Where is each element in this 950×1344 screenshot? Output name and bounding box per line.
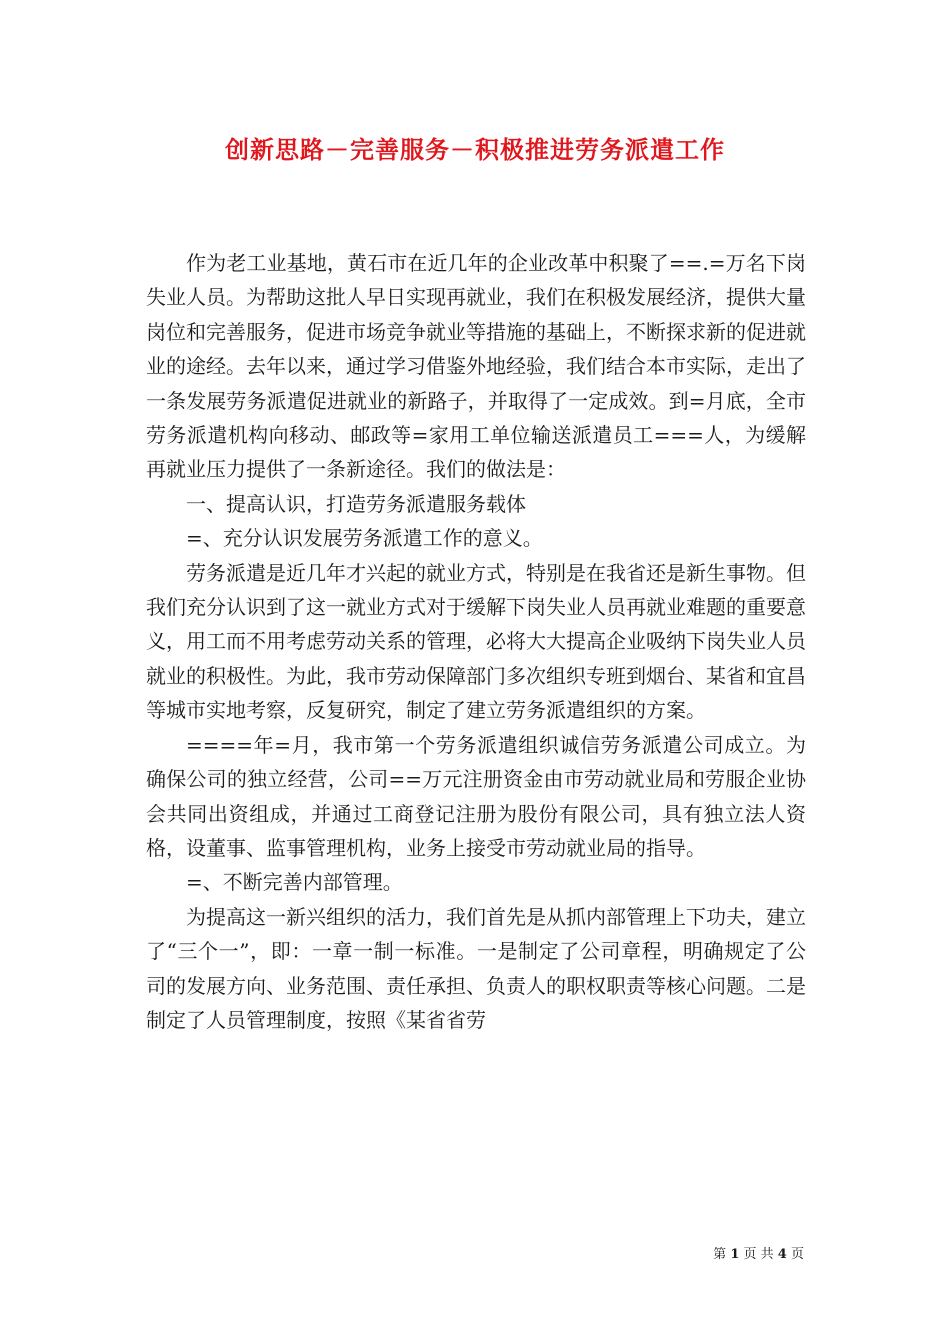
- document-title: 创新思路－完善服务－积极推进劳务派遣工作: [225, 135, 725, 164]
- paragraph-internal-management: 为提高这一新兴组织的活力，我们首先是从抓内部管理上下功夫，建立了“三个一”，即：一章一制一标准。一是制定了公司章程，明确规定了公司的发展方向、业务范围、责任承担、负责人的职权职责等核心问题。二是制定了人员管理制度，按照《某省省劳: [146, 904, 806, 1032]
- subheading-1: =、充分认识发展劳务派遣工作的意义。: [186, 526, 543, 551]
- document-body: [146, 246, 806, 1037]
- footer-middle: 页 共: [743, 1247, 774, 1262]
- paragraph-significance: 劳务派遣是近几年才兴起的就业方式，特别是在我省还是新生事物。但我们充分认识到了这一就业方式对于缓解下岗失业人员再就业难题的重要意义，用工而不用考虑劳动关系的管理，必将大大提高企业吸纳下岗失业人员就业的积极性。为此，我市劳动保障部门多次组织专班到烟台、某省和宜昌等城市实地考察，反复研究，制定了建立劳务派遣组织的方案。: [146, 560, 806, 723]
- current-page-number: 1: [730, 1247, 740, 1262]
- footer-prefix: 第: [713, 1247, 727, 1262]
- paragraph-company-founding: ====年=月，我市第一个劳务派遣组织诚信劳务派遣公司成立。为确保公司的独立经营，公司==万元注册资金由市劳动就业局和劳服企业协会共同出资组成，并通过工商登记注册为股份有限公司，具有独立法人资格，设董事、监事管理机构，业务上接受市劳动就业局的指导。: [146, 732, 806, 860]
- subheading-2: =、不断完善内部管理。: [186, 870, 403, 895]
- total-page-count: 4: [777, 1247, 787, 1262]
- paragraph-intro: 作为老工业基地，黄石市在近几年的企业改革中积聚了==.=万名下岗失业人员。为帮助这批人早日实现再就业，我们在积极发展经济，提供大量岗位和完善服务，促进市场竞争就业等措施的基础上，不断探求新的促进就业的途经。去年以来，通过学习借鉴外地经验，我们结合本市实际，走出了一条发展劳务派遣促进就业的新路子，并取得了一定成效。到=月底，全市劳务派遣机构向移动、邮政等=家用工单位输送派遣员工===人，为缓解再就业压力提供了一条新途径。我们的做法是：: [146, 251, 806, 482]
- footer-suffix: 页: [790, 1247, 804, 1262]
- heading-section-1: 一、提高认识，打造劳务派遣服务载体: [186, 491, 526, 516]
- page-footer: [713, 1246, 804, 1264]
